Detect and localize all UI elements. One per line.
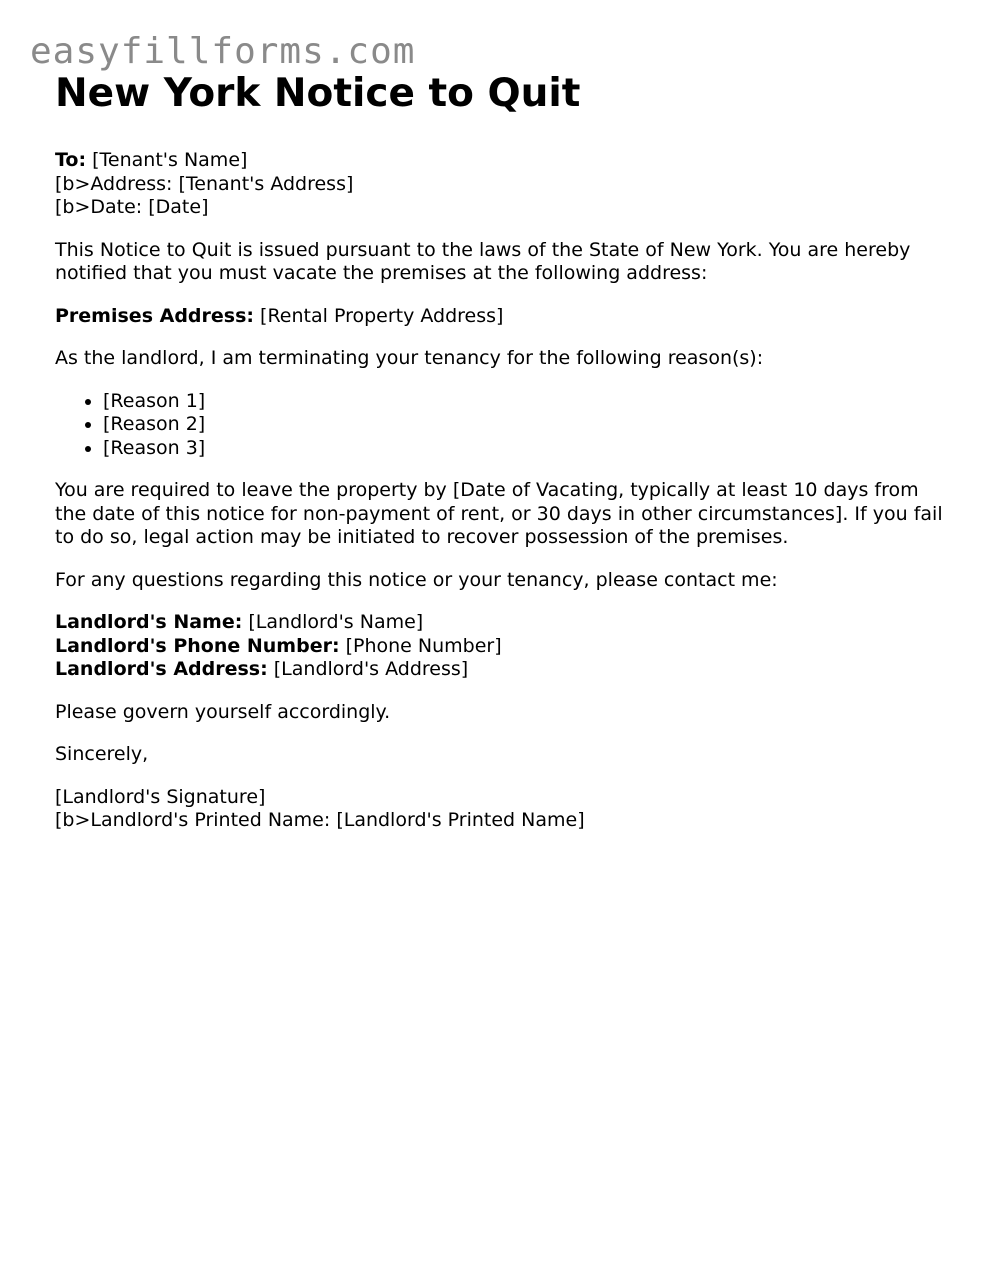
landlord-name-value: [Landlord's Name] — [242, 611, 424, 633]
reasons-list — [55, 390, 955, 461]
site-watermark: easyfillforms.com — [30, 31, 416, 72]
list-item: • [Reason 1] — [103, 390, 955, 414]
contact-intro: For any questions regarding this notice or your tenancy, please contact me: — [55, 568, 778, 591]
signature-block — [55, 786, 955, 833]
date-line: [b>Date: [Date] — [55, 196, 209, 218]
landlord-phone-label: Landlord's Phone Number: — [55, 634, 340, 657]
document-title: New York Notice to Quit — [55, 71, 581, 116]
landlord-phone-value: [Phone Number] — [339, 634, 502, 657]
closing-line: Sincerely, — [55, 743, 149, 765]
list-item: • [Reason 2] — [103, 413, 955, 437]
notice-document — [55, 70, 955, 852]
landlord-name-label: Landlord's Name: — [55, 611, 243, 633]
vacate-paragraph: You are required to leave the property by [Date of Vacating, typically at least 10 days from the date of this notice for non-payment of rent, or 30 days in other circumstances]. If you fail to do so, legal action may be initiated to recover possession of the premises. — [55, 479, 943, 548]
landlord-address-label: Landlord's Address: — [55, 658, 268, 680]
landlord-contact-block — [55, 611, 955, 682]
printed-name-line: [b>Landlord's Printed Name: [Landlord's Printed Name] — [55, 809, 585, 831]
premises-value: [Rental Property Address] — [254, 304, 504, 327]
recipient-block — [55, 149, 955, 220]
list-item: • [Reason 3] — [103, 437, 955, 461]
signature-line: [Landlord's Signature] — [55, 785, 266, 808]
to-label: To: — [55, 149, 87, 171]
premises-label: Premises Address: — [55, 304, 254, 327]
govern-line: Please govern yourself accordingly. — [55, 700, 391, 723]
address-line: [b>Address: [Tenant's Address] — [55, 172, 354, 195]
termination-intro: As the landlord, I am terminating your tenancy for the following reason(s): — [55, 347, 764, 369]
premises-line — [55, 305, 955, 329]
intro-paragraph: This Notice to Quit is issued pursuant to the laws of the State of New York. You are hereby notified that you must vacate the premises at the following address: — [55, 238, 911, 284]
to-value: [Tenant's Name] — [86, 149, 248, 171]
landlord-address-value: [Landlord's Address] — [267, 658, 469, 680]
